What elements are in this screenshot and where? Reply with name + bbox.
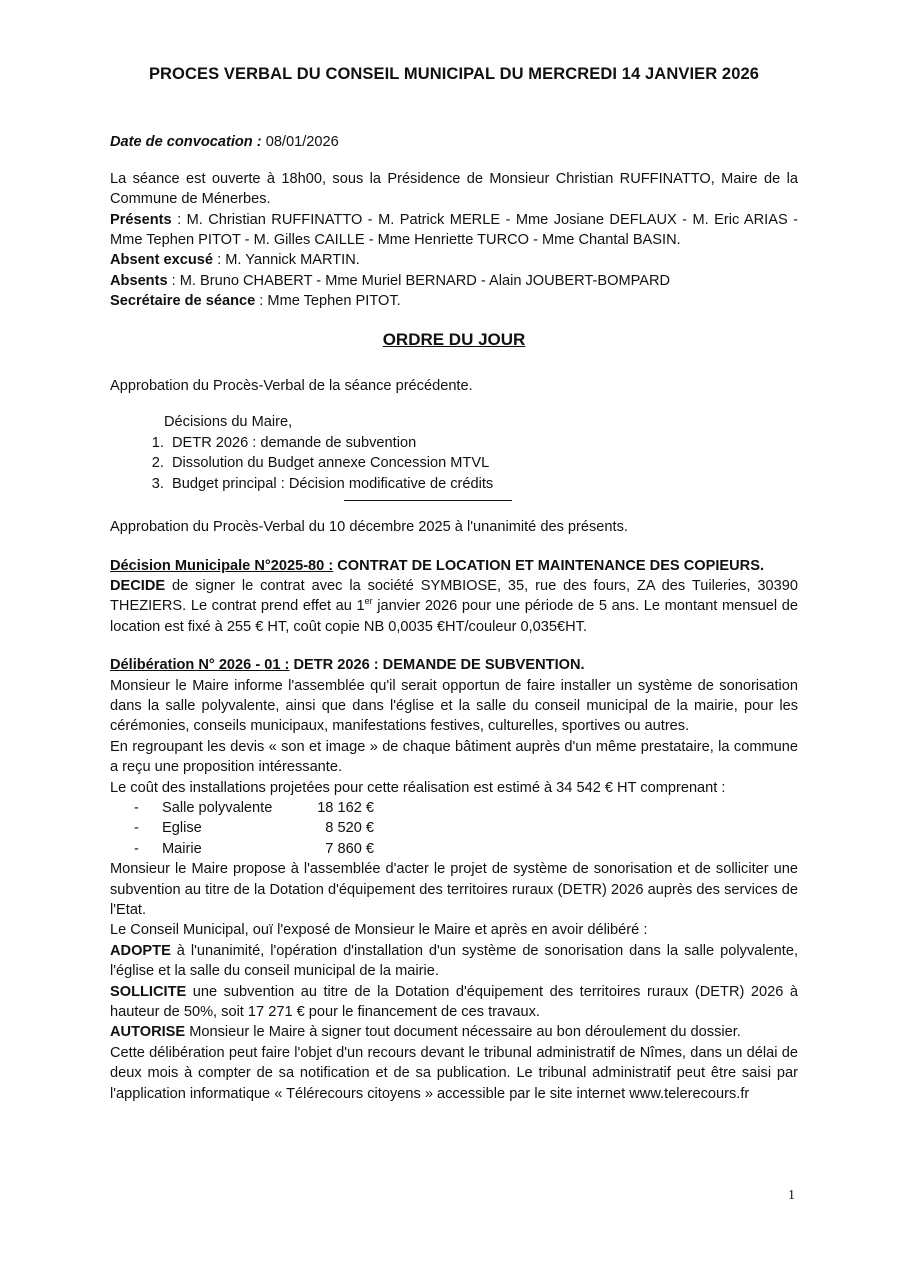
agenda-item: 3. Budget principal : Décision modificative de crédits [168, 474, 798, 494]
separator-line [344, 500, 512, 501]
sollicite-text: une subvention au titre de la Dotation d'équipement des territoires ruraux (DETR) 2026 à hauteur de 50%, soit 17 271 € pour le financement de ces travaux. [110, 983, 798, 1021]
cost-amount: 7 860 € [325, 840, 374, 857]
adopte-label: ADOPTE [110, 942, 171, 959]
deliberation-ref: Délibération N° 2026 - 01 : [110, 657, 290, 674]
decision-ref: Décision Municipale N°2025-80 : [110, 557, 334, 574]
deliberation-header [110, 655, 798, 675]
cost-dash: - [134, 820, 139, 837]
cost-item [110, 839, 798, 859]
decision-text-start: de signer le contrat avec la société SYMBIOSE, 35, rue des fours, ZA des Tuileries, 30390 THEZIERS. Le contrat prend effet au 1 [110, 577, 798, 615]
convocation-label: Date de convocation : [110, 134, 262, 151]
autorise-paragraph [110, 1022, 798, 1042]
agenda-heading: ORDRE DU JOUR [382, 329, 526, 349]
absents-label: Absents [110, 272, 168, 289]
decision-text-end: janvier 2026 pour une période de 5 ans. Le montant mensuel de location est fixé à 255 € HT, coût copie NB 0,0035 €HT/couleur 0,035€HT. [110, 598, 798, 635]
deliberation-paragraph: Le coût des installations projetées pour cette réalisation est estimé à 34 542 € HT comprenant : [110, 779, 726, 796]
decision-subject: CONTRAT DE LOCATION ET MAINTENANCE DES COPIEURS. [337, 557, 765, 574]
page-number: 1 [788, 1188, 795, 1203]
secretary-label: Secrétaire de séance [110, 293, 256, 310]
decision-body [110, 576, 798, 637]
cost-label: Eglise [162, 820, 202, 837]
adopte-paragraph [110, 941, 798, 982]
secretary-line: Secrétaire de séance : Mme Tephen PITOT. [110, 293, 401, 310]
recours-paragraph: Cette délibération peut faire l'objet d'un recours devant le tribunal administratif de Nîmes, dans un délai de deux mois à compter de sa notification et de sa publication. Le tribunal administratif peut être saisi par l'application informatique « Télérecours citoyens » accessible par le site internet www.telerecours.fr [110, 1044, 798, 1102]
document-page [110, 64, 798, 1104]
presents-label: Présents [110, 211, 172, 228]
cost-label: Salle polyvalente [162, 799, 273, 816]
opening-paragraph: La séance est ouverte à 18h00, sous la Présidence de Monsieur Christian RUFFINATTO, Maire de la Commune de Ménerbes. [110, 170, 798, 208]
decision-section [110, 556, 798, 638]
presents-line: Présents : M. Christian RUFFINATTO - M. Patrick MERLE - Mme Josiane DEFLAUX - M. Eric ARIAS - Mme Tephen PITOT - M. Gilles CAILLE - Mme Henriette TURCO - Mme Chantal BASIN. [110, 211, 799, 249]
cost-item [110, 798, 798, 818]
adopte-text: à l'unanimité, l'opération d'installation d'un système de sonorisation dans la salle polyvalente, l'église et la salle du conseil municipal de la mairie. [110, 942, 798, 980]
cost-item [110, 818, 798, 838]
agenda-item: 1. DETR 2026 : demande de subvention [168, 433, 798, 453]
presents-list: M. Christian RUFFINATTO - M. Patrick MERLE - Mme Josiane DEFLAUX - M. Eric ARIAS - Mme Tephen PITOT - M. Gilles CAILLE - Mme Henriette TURCO - Mme Chantal BASIN. [110, 211, 799, 249]
deliberation-paragraph: Monsieur le Maire propose à l'assemblée d'acter le projet de système de sonorisation et de solliciter une subvention au titre de la Dotation d'équipement des territoires ruraux (DETR) 2026 auprès des services de l'Etat. [110, 861, 798, 918]
ordinal-suffix: er [364, 596, 373, 607]
absents-line: Absents : M. Bruno CHABERT - Mme Muriel BERNARD - Alain JOUBERT-BOMPARD [110, 272, 671, 289]
cost-dash: - [134, 799, 139, 816]
cost-dash: - [134, 840, 139, 857]
convocation-date: 08/01/2026 [265, 134, 339, 151]
cost-list [110, 798, 798, 859]
excused-list: M. Yannick MARTIN. [225, 252, 360, 269]
deliberation-section [110, 655, 798, 1104]
decision-header [110, 556, 798, 576]
sollicite-label: SOLLICITE [110, 983, 187, 1000]
deliberation-paragraph: Le Conseil Municipal, ouï l'exposé de Monsieur le Maire et après en avoir délibéré : [110, 922, 648, 939]
excused-line: Absent excusé : M. Yannick MARTIN. [110, 252, 360, 269]
cost-amount: 18 162 € [317, 799, 374, 816]
deliberation-paragraph: Monsieur le Maire informe l'assemblée qu'il serait opportun de faire installer un système de sonorisation dans la salle polyvalente, ainsi que dans l'église et la salle du conseil municipal de la mairie, pour les cérémonies, conseils municipaux, manifestations festives, culturelles, sportives ou autres. [110, 677, 798, 735]
convocation-line [110, 132, 798, 152]
deliberation-paragraph: En regroupant les devis « son et image » de chaque bâtiment auprès d'un même prestataire, la commune a reçu une proposition intéressante. [110, 738, 798, 776]
agenda-approval: Approbation du Procès-Verbal de la séance précédente. [110, 378, 473, 395]
absents-list: M. Bruno CHABERT - Mme Muriel BERNARD - Alain JOUBERT-BOMPARD [179, 272, 671, 289]
autorise-label: AUTORISE [110, 1024, 186, 1041]
cost-amount: 8 520 € [325, 820, 374, 837]
decide-label: DECIDE [110, 577, 166, 594]
excused-label: Absent excusé [110, 252, 214, 269]
autorise-text: Monsieur le Maire à signer tout document nécessaire au bon déroulement du dossier. [189, 1024, 741, 1041]
document-title: PROCES VERBAL DU CONSEIL MUNICIPAL DU MERCREDI 14 JANVIER 2026 [148, 65, 760, 83]
agenda-item: 2. Dissolution du Budget annexe Concession MTVL [168, 453, 798, 473]
agenda-decisions-heading: Décisions du Maire, [164, 414, 293, 431]
secretary-name: Mme Tephen PITOT. [267, 293, 401, 310]
sollicite-paragraph [110, 982, 798, 1023]
agenda-list [110, 433, 798, 494]
cost-label: Mairie [162, 840, 202, 857]
approval-result: Approbation du Procès-Verbal du 10 décembre 2025 à l'unanimité des présents. [110, 519, 628, 536]
deliberation-subject: DETR 2026 : DEMANDE DE SUBVENTION. [293, 657, 585, 674]
